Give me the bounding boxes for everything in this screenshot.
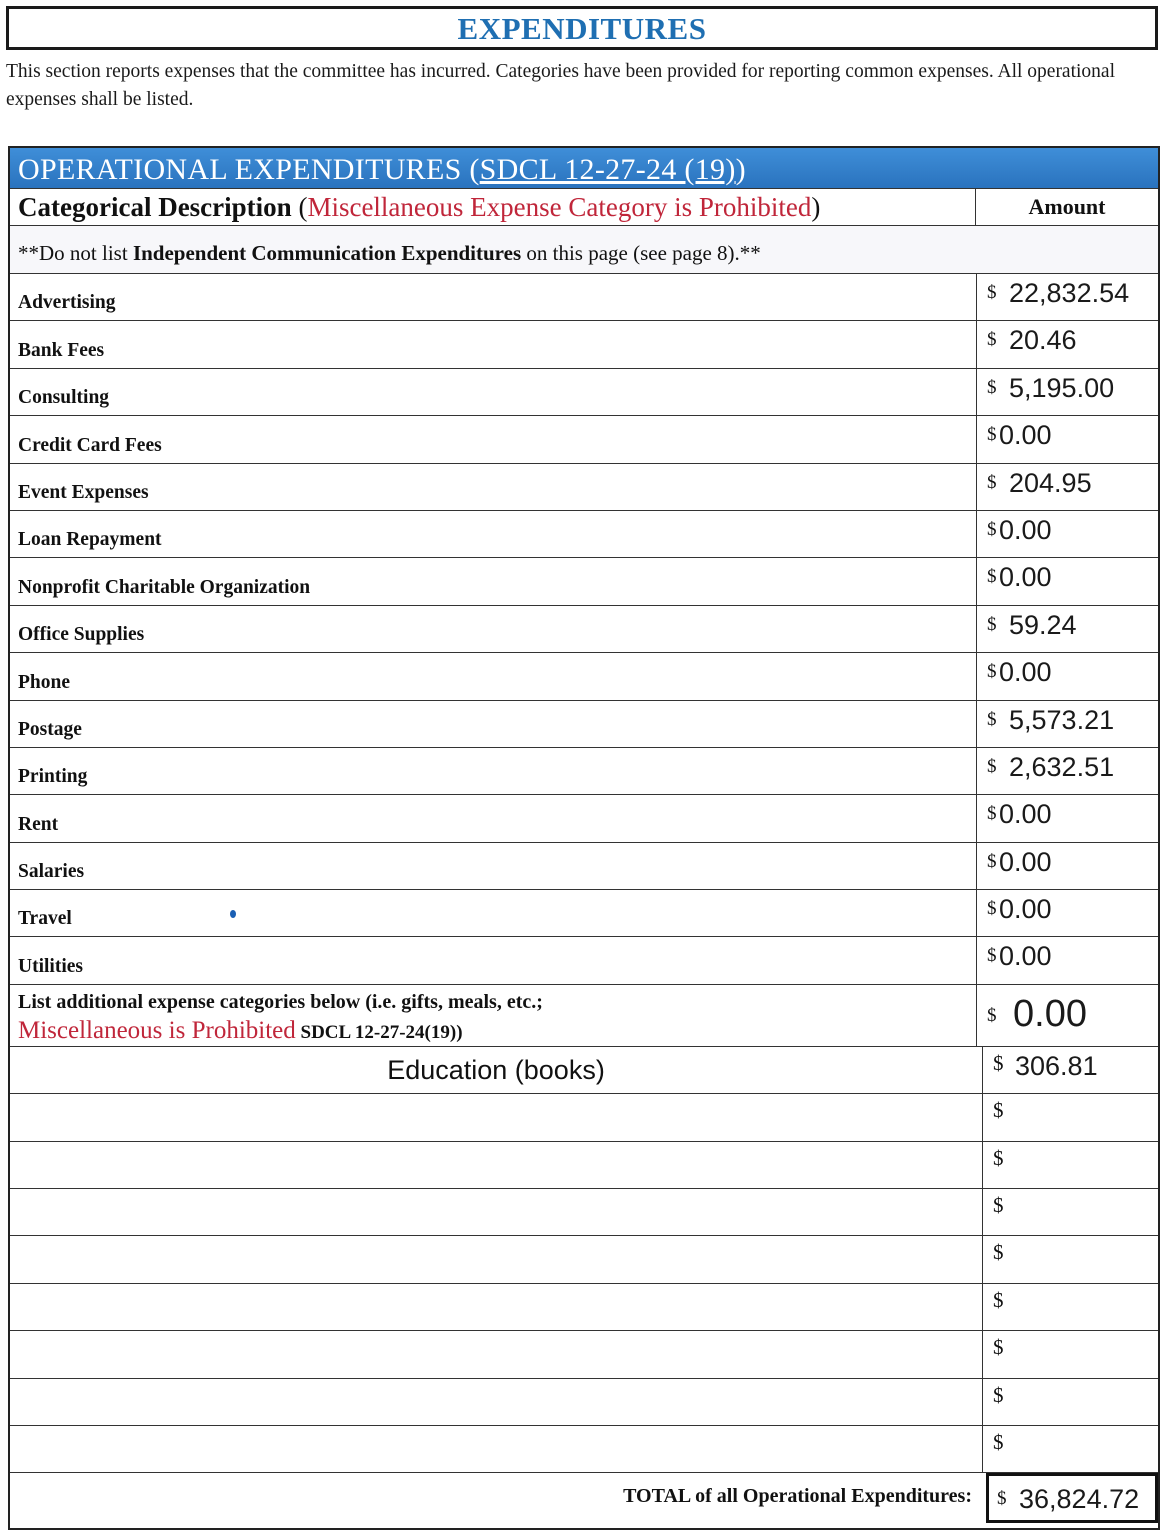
expense-label: Office Supplies [18,624,145,646]
expense-label: Event Expenses [18,481,149,503]
dollar-sign: $ [993,1050,1004,1075]
amount-value: 306.81 [1015,1050,1098,1081]
expense-row-rent [10,795,1158,842]
additional-entry-row [10,1284,1158,1331]
dollar-sign: $ [993,1193,1004,1218]
amount-cell[interactable] [976,937,1158,983]
dollar-sign: $ [987,613,997,635]
section-statute: SDCL 12-27-24 (19) [479,153,736,186]
amount-value: 0.00 [999,799,1052,830]
amount-value: 5,195.00 [1009,372,1115,403]
dollar-sign: $ [993,1098,1004,1123]
amount-value: 0.00 [999,941,1052,972]
dollar-sign: $ [987,424,997,446]
dollar-sign: $ [987,661,997,683]
total-label: TOTAL of all Operational Expenditures: [623,1485,972,1508]
amount-cell[interactable] [982,1142,1158,1188]
expense-grid [10,274,1158,1523]
expense-label: Utilities [18,955,83,977]
amount-value: 59.24 [1009,609,1077,640]
dollar-sign: $ [993,1382,1004,1407]
dollar-sign: $ [987,376,997,398]
dollar-sign: $ [993,1429,1004,1454]
amount-value: 0.00 [1013,992,1087,1035]
amount-cell[interactable] [982,1047,1158,1093]
expense-row-postage [10,701,1158,748]
additional-entry-row [10,1142,1158,1189]
amount-value: 2,632.51 [1009,751,1115,782]
expense-label: Consulting [18,387,110,409]
amount-value: 0.00 [999,894,1052,925]
amount-cell[interactable] [982,1284,1158,1330]
amount-cell[interactable] [976,748,1158,794]
dollar-sign: $ [987,850,997,872]
amount-cell[interactable] [982,1426,1158,1472]
category-prohibited-note: Miscellaneous Expense Category is Prohibited [307,192,812,222]
expense-label: Bank Fees [18,339,105,361]
additional-entry-row [10,1047,1158,1094]
expense-label: Credit Card Fees [18,434,162,456]
additional-entry-row [10,1094,1158,1141]
amount-cell[interactable] [976,321,1158,367]
additional-prohibited-line [18,1017,463,1045]
additional-entry-label[interactable]: Education (books) [387,1054,605,1085]
dollar-sign: $ [987,282,997,303]
expense-label: Rent [18,813,59,835]
amount-cell[interactable] [982,1236,1158,1282]
amount-value: 0.00 [999,420,1052,451]
expense-row-advertising [10,274,1158,321]
expense-row-nonprofit [10,558,1158,605]
note-prefix: **Do not list [18,241,133,265]
ink-dot [230,910,236,918]
amount-cell[interactable] [976,653,1158,699]
dollar-sign: $ [987,898,997,920]
additional-statute: SDCL 12-27-24(19)) [295,1021,463,1043]
dollar-sign: $ [987,803,997,825]
expense-row-bank-fees [10,321,1158,368]
amount-value: 204.95 [1009,467,1092,498]
amount-header: Amount [1028,194,1106,219]
dollar-sign: $ [997,1488,1007,1510]
expense-label: Nonprofit Charitable Organization [18,576,311,598]
expense-row-travel [10,890,1158,937]
expense-row-printing [10,748,1158,795]
additional-entry-row [10,1189,1158,1236]
section-header [10,148,1158,188]
expense-label: Travel [18,908,72,930]
category-header-row [10,188,1158,226]
additional-entry-row [10,1426,1158,1473]
dollar-sign: $ [993,1335,1004,1360]
dollar-sign: $ [993,1287,1004,1312]
dollar-sign: $ [987,329,997,351]
expense-label: Advertising [18,292,116,314]
dollar-sign: $ [987,755,997,777]
expense-label: Printing [18,766,88,788]
intro-text: This section reports expenses that the committee has incurred. Categories have been provided for reporting common expenses. All operational expenses shall be listed. [6,61,1115,110]
note-row [10,226,1158,274]
amount-cell[interactable] [982,1331,1158,1377]
dollar-sign: $ [987,708,997,730]
amount-cell[interactable] [982,1094,1158,1140]
expense-row-utilities [10,937,1158,984]
amount-cell[interactable] [976,795,1158,841]
additional-entry-row [10,1331,1158,1378]
category-open: ( [291,192,308,222]
dollar-sign: $ [987,945,997,967]
amount-cell[interactable] [976,701,1158,747]
amount-cell[interactable] [976,606,1158,652]
expense-row-office-supplies [10,606,1158,653]
amount-value: 0.00 [999,846,1052,877]
page-title-box [6,6,1158,50]
dollar-sign: $ [993,1145,1004,1170]
additional-entry-row [10,1236,1158,1283]
amount-cell[interactable] [976,369,1158,415]
category-label: Categorical Description [18,192,292,222]
amount-cell[interactable] [976,558,1158,604]
amount-cell[interactable] [976,464,1158,510]
expense-row-loan-repayment [10,511,1158,558]
expense-row-event-expenses [10,464,1158,511]
additional-prohibited-note: Miscellaneous is Prohibited [18,1016,296,1044]
dollar-sign: $ [987,1004,997,1026]
amount-cell[interactable] [976,274,1158,320]
expenditures-form [8,146,1160,1530]
total-amount-box[interactable] [986,1473,1158,1523]
note-suffix: on this page (see page 8).** [521,241,761,265]
additional-instructions: List additional expense categories below (i.e. gifts, meals, etc.; [18,990,543,1013]
amount-value: 0.00 [999,562,1052,593]
dollar-sign: $ [987,566,997,588]
expense-row-credit-card-fees [10,416,1158,463]
additional-entry-row [10,1379,1158,1426]
expense-label: Phone [18,671,71,693]
section-title: OPERATIONAL EXPENDITURES ( [18,153,480,186]
amount-cell[interactable] [982,1189,1158,1235]
amount-cell[interactable] [976,985,1158,1046]
page-title: EXPENDITURES [457,11,707,46]
expense-label: Postage [18,718,82,740]
dollar-sign: $ [993,1240,1004,1265]
category-close: ) [811,192,821,222]
expense-label: Loan Repayment [18,529,162,551]
amount-cell[interactable] [976,511,1158,557]
amount-value: 0.00 [999,514,1052,545]
note-bold: Independent Communication Expenditures [132,241,522,265]
category-description-header [10,189,976,225]
dollar-sign: $ [987,471,997,493]
expense-row-consulting [10,369,1158,416]
amount-cell[interactable] [976,843,1158,889]
amount-cell[interactable] [976,890,1158,936]
amount-cell[interactable] [982,1379,1158,1425]
amount-value: 20.46 [1009,325,1077,356]
total-row [10,1473,1158,1523]
expense-row-salaries [10,843,1158,890]
dollar-sign: $ [987,518,997,540]
amount-value: 0.00 [999,657,1052,688]
amount-value: 5,573.21 [1009,704,1115,735]
expense-label: Salaries [18,861,85,883]
amount-value: 22,832.54 [1009,278,1130,308]
additional-categories-row [10,985,1158,1047]
expense-row-phone [10,653,1158,700]
total-amount-value: 36,824.72 [1019,1484,1140,1515]
amount-cell[interactable] [976,416,1158,462]
section-title-end: ) [735,153,746,186]
